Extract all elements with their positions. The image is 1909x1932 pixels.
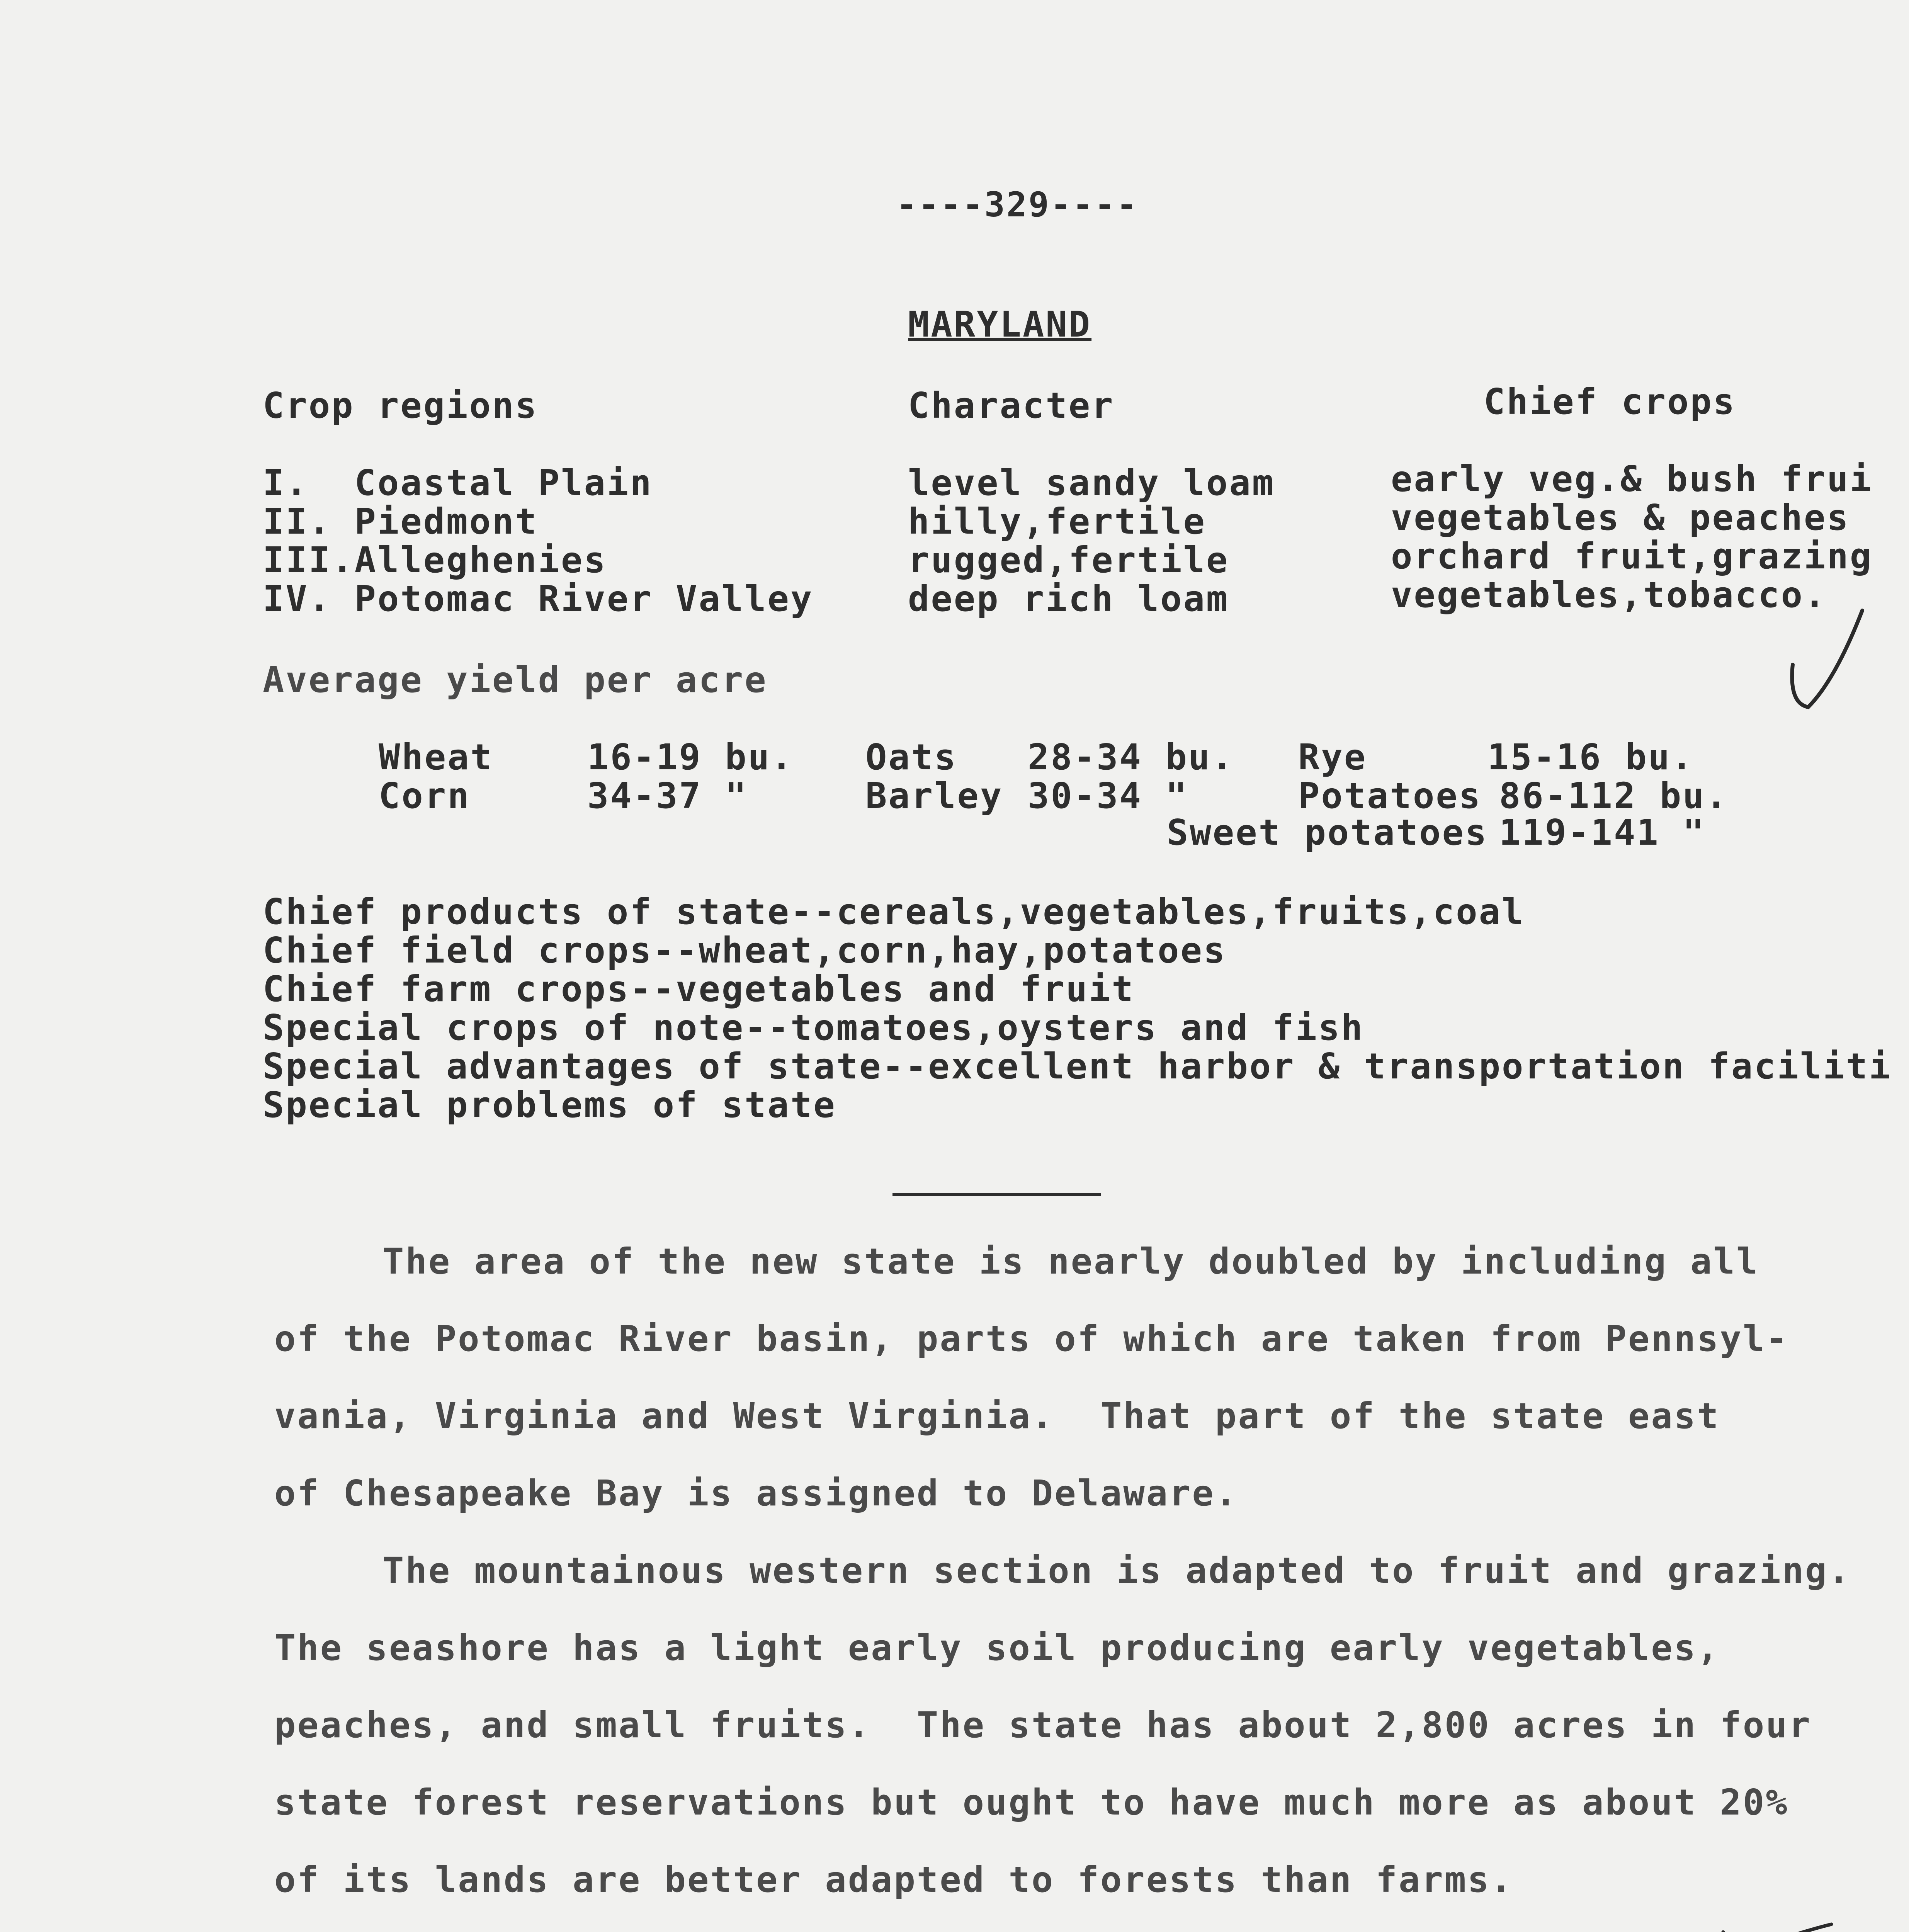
yield-crop: Barley <box>865 775 1003 816</box>
body-line: of the Potomac River basin, parts of which are taken from Pennsyl- <box>274 1318 1789 1359</box>
yield-heading: Average yield per acre <box>263 659 768 701</box>
crops-cell: orchard fruit,grazing <box>1391 536 1873 577</box>
yield-crop: Corn <box>379 775 471 816</box>
fact-line: Special advantages of state--excellent harbor & transportation faciliti <box>263 1046 1892 1087</box>
fact-line: Special problems of state <box>263 1084 836 1126</box>
body-line: vania, Virginia and West Virginia. That part of the state east <box>274 1395 1720 1437</box>
page-number: ----329---- <box>896 185 1139 224</box>
character-cell: level sandy loam <box>908 462 1275 503</box>
fact-line: Special crops of note--tomatoes,oysters and fish <box>263 1007 1364 1048</box>
character-cell: deep rich loam <box>908 578 1229 619</box>
section-divider <box>892 1193 1101 1196</box>
body-line: of its lands are better adapted to forests than farms. <box>274 1859 1513 1900</box>
region-cell: I. Coastal Plain <box>263 462 653 503</box>
character-cell: hilly,fertile <box>908 501 1207 542</box>
body-line: The mountainous western section is adapted to fruit and grazing. <box>382 1550 1851 1591</box>
yield-value: 86-112 bu. <box>1499 775 1729 816</box>
region-cell: II. Piedmont <box>263 501 538 542</box>
yield-crop: Sweet potatoes <box>1167 812 1488 853</box>
page-title: MARYLAND <box>908 304 1092 345</box>
header-character: Character <box>908 385 1115 426</box>
character-cell: rugged,fertile <box>908 539 1229 581</box>
fact-line: Chief products of state--cereals,vegetables,fruits,coal <box>263 891 1525 932</box>
yield-value: 16-19 bu. <box>587 736 794 778</box>
body-line: The seashore has a light early soil producing early vegetables, <box>274 1627 1720 1668</box>
yield-crop: Potatoes <box>1298 775 1482 816</box>
region-cell: IV. Potomac River Valley <box>263 578 814 619</box>
header-chief-crops: Chief crops <box>1484 381 1736 422</box>
body-line: The area of the new state is nearly doubled by including all <box>382 1241 1759 1282</box>
crops-cell: vegetables & peaches <box>1391 497 1850 538</box>
check-mark-icon <box>1777 603 1870 719</box>
yield-value: 15-16 bu. <box>1487 736 1694 778</box>
yield-crop: Wheat <box>379 736 493 778</box>
fact-line: Chief farm crops--vegetables and fruit <box>263 968 1135 1010</box>
crops-cell: vegetables,tobacco. <box>1391 574 1827 616</box>
yield-value: 30-34 " <box>1028 775 1188 816</box>
fact-line: Chief field crops--wheat,corn,hay,potatoes <box>263 930 1227 971</box>
yield-value: 28-34 bu. <box>1028 736 1234 778</box>
header-crop-regions: Crop regions <box>263 385 538 426</box>
region-cell: III.Alleghenies <box>263 539 607 581</box>
body-line: state forest reservations but ought to have much more as about 20% <box>274 1782 1789 1823</box>
crops-cell: early veg.& bush frui <box>1391 458 1873 500</box>
yield-value: 34-37 " <box>587 775 748 816</box>
yield-value: 119-141 " <box>1499 812 1706 853</box>
yield-crop: Oats <box>865 736 957 778</box>
yield-crop: Rye <box>1298 736 1367 778</box>
check-mark-icon <box>1715 1917 1839 1932</box>
body-line: peaches, and small fruits. The state has about 2,800 acres in four <box>274 1704 1812 1746</box>
body-line: of Chesapeake Bay is assigned to Delaware. <box>274 1473 1238 1514</box>
